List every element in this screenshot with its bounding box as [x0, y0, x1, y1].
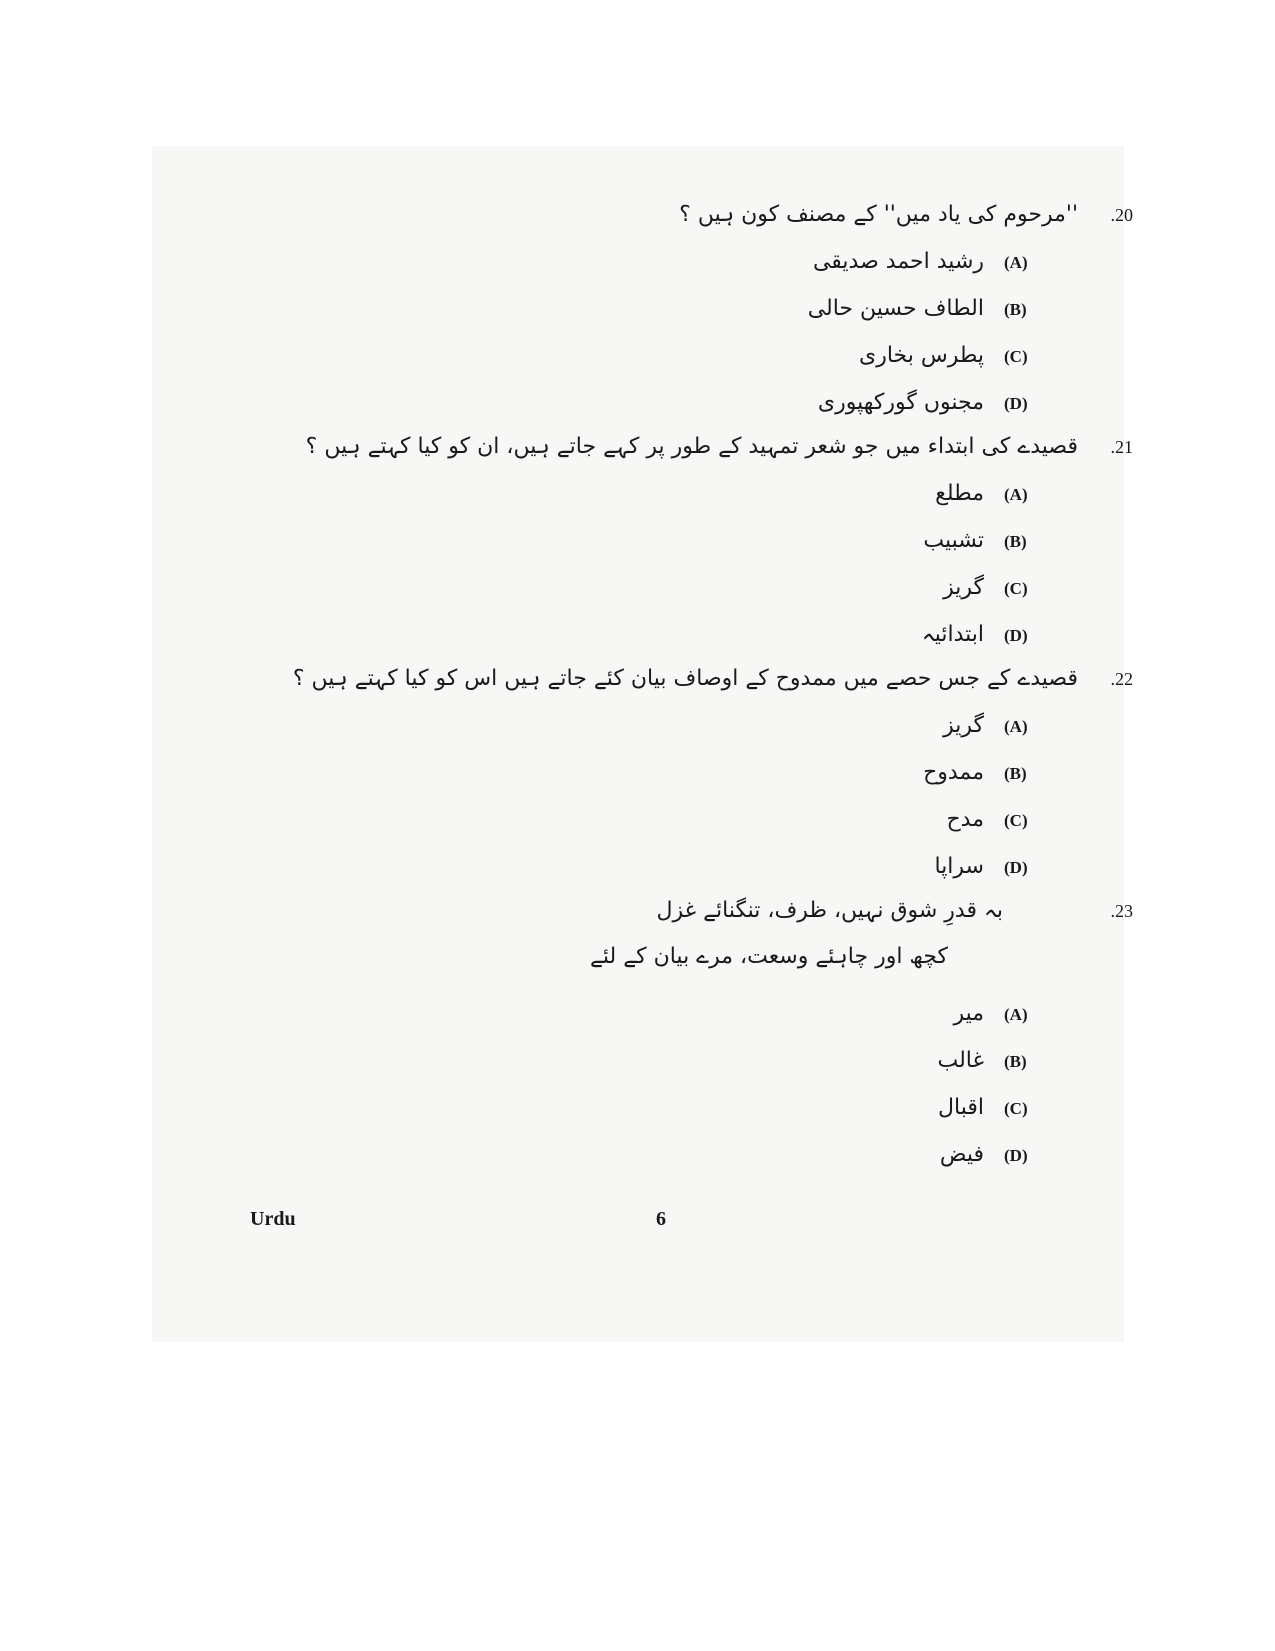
option-text: مدح — [946, 807, 984, 832]
option-label: (A) — [1004, 1005, 1028, 1024]
option-label: (A) — [1004, 253, 1028, 272]
option-c — [318, 332, 1078, 379]
verse-line-1: بہ قدرِ شوق نہیں، ظرف، تنگنائے غزل — [656, 898, 1003, 923]
option-text: رشید احمد صدیقی — [812, 249, 984, 274]
question-22 — [292, 656, 1133, 890]
question-number: .23 — [1110, 901, 1133, 921]
option-b — [318, 285, 1078, 332]
question-text: ''مرحوم کی یاد میں'' کے مصنف کون ہیں ؟ — [679, 202, 1078, 227]
option-a — [318, 238, 1078, 285]
option-label: (B) — [1004, 1052, 1027, 1071]
option-label: (B) — [1004, 300, 1027, 319]
question-20 — [318, 192, 1133, 426]
option-text: اقبال — [938, 1095, 984, 1120]
option-label: (C) — [1004, 579, 1028, 598]
option-text: پطرس بخاری — [858, 343, 984, 368]
question-number: .20 — [1110, 205, 1133, 225]
question-stem — [318, 192, 1133, 238]
option-text: مجنوں گورکھپوری — [817, 390, 984, 415]
option-c — [318, 564, 1078, 611]
option-text: میر — [953, 1001, 984, 1026]
option-label: (B) — [1004, 532, 1027, 551]
option-label: (A) — [1004, 717, 1028, 736]
option-label: (B) — [1004, 764, 1027, 783]
option-text: گریز — [943, 575, 984, 600]
option-text: ابتدائیہ — [921, 622, 984, 647]
option-text: مطلع — [935, 481, 984, 506]
option-c — [318, 796, 1078, 843]
question-stem — [305, 424, 1133, 470]
question-text: قصیدے کے جس حصے میں ممدوح کے اوصاف بیان کئے جاتے ہیں اس کو کیا کہتے ہیں ؟ — [292, 666, 1078, 691]
question-text: قصیدے کی ابتداء میں جو شعر تمہید کے طور پر کہے جاتے ہیں، ان کو کیا کہتے ہیں ؟ — [305, 434, 1078, 459]
option-d — [318, 843, 1078, 890]
option-b — [318, 1037, 1078, 1084]
option-label: (D) — [1004, 626, 1028, 645]
option-c — [318, 1084, 1078, 1131]
footer-subject: Urdu — [250, 1208, 296, 1230]
option-label: (D) — [1004, 858, 1028, 877]
option-b — [318, 517, 1078, 564]
option-label: (D) — [1004, 394, 1028, 413]
verse-line-2: کچھ اور چاہئے وسعت، مرے بیان کے لئے — [589, 944, 948, 969]
option-a — [318, 470, 1078, 517]
question-stem — [318, 888, 1133, 934]
option-text: تشبیب — [923, 528, 984, 553]
option-a — [318, 990, 1078, 1037]
option-label: (A) — [1004, 485, 1028, 504]
option-label: (D) — [1004, 1146, 1028, 1165]
option-text: غالب — [937, 1048, 984, 1073]
option-a — [318, 702, 1078, 749]
option-text: الطاف حسین حالی — [807, 296, 984, 321]
question-stem — [292, 656, 1133, 702]
question-number: .21 — [1110, 437, 1133, 457]
option-d — [318, 379, 1078, 426]
question-21 — [305, 424, 1133, 658]
question-23 — [318, 888, 1133, 1178]
option-text: ممدوح — [923, 760, 984, 785]
option-label: (C) — [1004, 347, 1028, 366]
question-number: .22 — [1110, 669, 1133, 689]
option-text: فیض — [939, 1142, 984, 1167]
option-label: (C) — [1004, 811, 1028, 830]
option-b — [318, 749, 1078, 796]
option-d — [318, 611, 1078, 658]
option-text: گریز — [943, 713, 984, 738]
option-d — [318, 1131, 1078, 1178]
option-label: (C) — [1004, 1099, 1028, 1118]
page-number: 6 — [656, 1208, 666, 1230]
option-text: سراپا — [934, 854, 984, 879]
